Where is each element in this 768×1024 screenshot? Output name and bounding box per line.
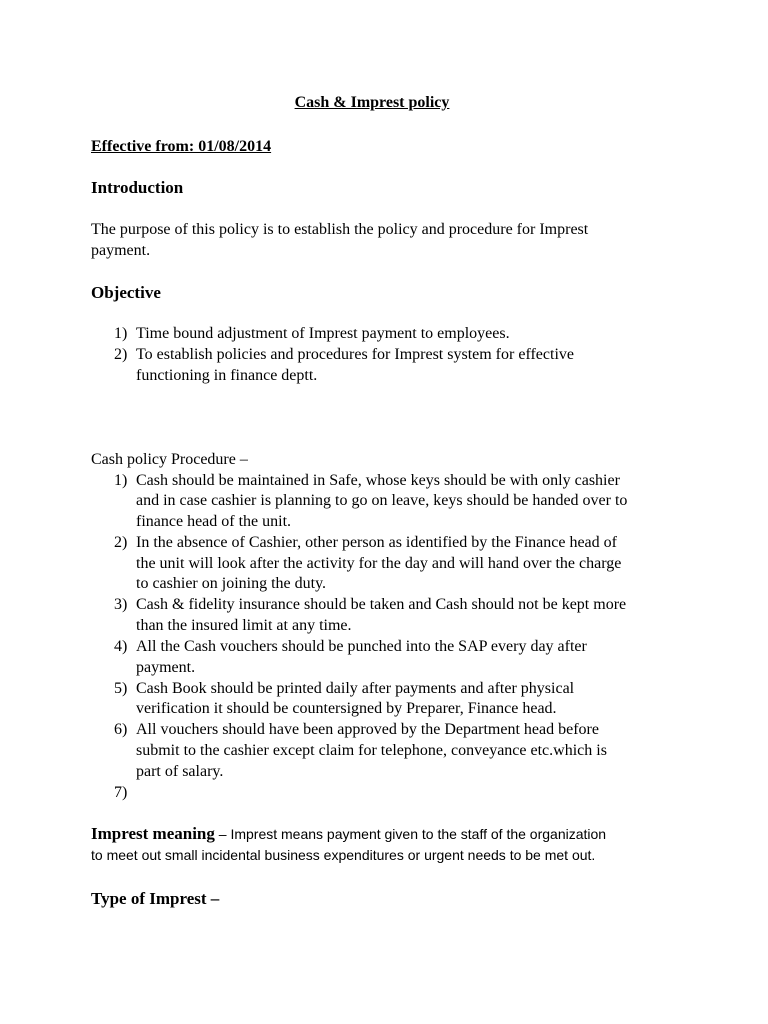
imprest-meaning-definition: – Imprest means payment given to the staff of the organization: [214, 826, 607, 842]
item-number: 2): [114, 346, 128, 363]
item-number: 3): [114, 596, 128, 613]
item-number: 5): [114, 680, 128, 697]
item-text: finance head of the unit.: [136, 513, 292, 530]
item-text: submit to the cashier except claim for telephone, conveyance etc.which is: [136, 742, 607, 759]
item-text: Time bound adjustment of Imprest payment to employees.: [136, 325, 510, 342]
item-number: 4): [114, 638, 128, 655]
imprest-meaning-line-2: to meet out small incidental business expenditures or urgent needs to be met out.: [91, 847, 596, 863]
item-text: to cashier on joining the duty.: [136, 575, 327, 592]
item-text: functioning in finance deptt.: [136, 367, 318, 384]
intro-line-1: The purpose of this policy is to establish the policy and procedure for Imprest: [91, 221, 589, 238]
item-text: All the Cash vouchers should be punched into the SAP every day after: [136, 638, 587, 655]
intro-line-2: payment.: [91, 242, 151, 259]
item-text: and in case cashier is planning to go on leave, keys should be handed over to: [136, 492, 628, 509]
effective-date: Effective from: 01/08/2014: [91, 138, 272, 155]
item-number: 1): [114, 472, 128, 489]
item-text: the unit will look after the activity for the day and will hand over the charge: [136, 555, 622, 572]
item-number: 7): [114, 784, 128, 801]
imprest-meaning-term: Imprest meaning: [91, 824, 215, 843]
item-number: 1): [114, 325, 128, 342]
item-text: All vouchers should have been approved by the Department head before: [136, 721, 599, 738]
item-text: Cash should be maintained in Safe, whose keys should be with only cashier: [136, 472, 620, 489]
item-text: Cash & fidelity insurance should be taken and Cash should not be kept more: [136, 596, 627, 613]
item-number: 2): [114, 534, 128, 551]
type-of-imprest-heading: Type of Imprest –: [91, 889, 220, 908]
item-text: In the absence of Cashier, other person as identified by the Finance head of: [136, 534, 617, 551]
item-text: payment.: [136, 659, 196, 676]
item-text: verification it should be countersigned by Preparer, Finance head.: [136, 700, 557, 717]
imprest-meaning-line-1: [91, 823, 606, 845]
item-text: Cash Book should be printed daily after payments and after physical: [136, 680, 575, 697]
item-number: 6): [114, 721, 128, 738]
cash-procedure-heading: Cash policy Procedure –: [91, 451, 248, 468]
objective-heading: Objective: [91, 283, 161, 302]
page-title: Cash & Imprest policy: [294, 94, 450, 111]
item-text: part of salary.: [136, 763, 224, 780]
item-text: To establish policies and procedures for Imprest system for effective: [136, 346, 574, 363]
intro-heading: Introduction: [91, 178, 184, 197]
item-text: than the insured limit at any time.: [136, 617, 352, 634]
